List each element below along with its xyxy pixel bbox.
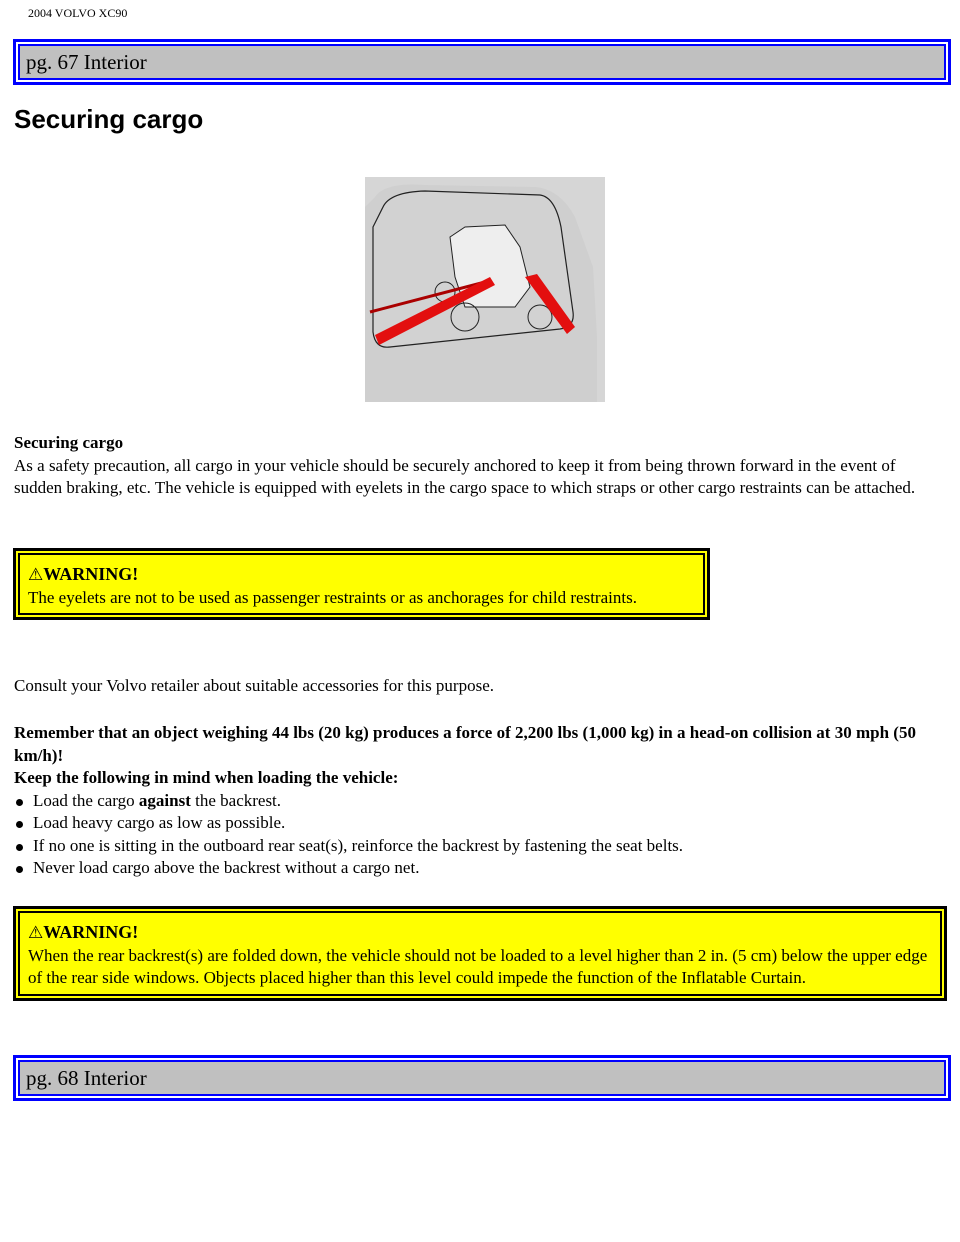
- cargo-securing-illustration: [365, 177, 605, 402]
- consult-text: Consult your Volvo retailer about suitable accessories for this purpose.: [14, 676, 495, 695]
- warning-text: The eyelets are not to be used as passenger restraints or as anchorages for child restraints.: [28, 587, 637, 607]
- list-item: Load the cargo against the backrest.: [14, 790, 944, 813]
- warning-label: WARNING!: [43, 564, 139, 584]
- list-item: Load heavy cargo as low as possible.: [14, 812, 944, 835]
- document-header: 2004 VOLVO XC90: [28, 6, 128, 20]
- intro-section: [14, 432, 944, 500]
- keep-heading: Keep the following in mind when loading the vehicle:: [14, 768, 399, 787]
- section-title: Securing cargo: [14, 433, 124, 452]
- page-banner-67: [13, 39, 951, 85]
- warning-text: When the rear backrest(s) are folded down, the vehicle should not be loaded to a level higher than 2 in. (5 cm) below the upper edge of the rear side windows. Objects placed higher than this level could impede the function of the Inflatable Curtain.: [28, 945, 928, 987]
- page-banner-label: pg. 67 Interior: [18, 44, 946, 80]
- loading-tips-list: [14, 790, 944, 880]
- list-item: If no one is sitting in the outboard rear seat(s), reinforce the backrest by fastening the seat belts.: [14, 835, 944, 858]
- remember-text: Remember that an object weighing 44 lbs (20 kg) produces a force of 2,200 lbs (1,000 kg) in a head-on collision at 30 mph (50 km/h)!: [14, 723, 916, 765]
- warning-label: WARNING!: [43, 922, 139, 942]
- page-title: Securing cargo: [14, 104, 204, 134]
- warning-box-1: [13, 548, 710, 620]
- loading-section: [14, 722, 944, 880]
- intro-text: As a safety precaution, all cargo in your vehicle should be securely anchored to keep it from being thrown forward in the event of sudden braking, etc. The vehicle is equipped with eyelets in the cargo space to which straps or other cargo restraints can be attached.: [14, 455, 916, 497]
- warning-box-2: [13, 906, 947, 1001]
- warning-icon: ⚠: [28, 923, 44, 942]
- warning-icon: ⚠: [28, 565, 44, 584]
- page-banner-label: pg. 68 Interior: [18, 1060, 946, 1096]
- list-item: Never load cargo above the backrest without a cargo net.: [14, 857, 944, 880]
- page-banner-68: [13, 1055, 951, 1101]
